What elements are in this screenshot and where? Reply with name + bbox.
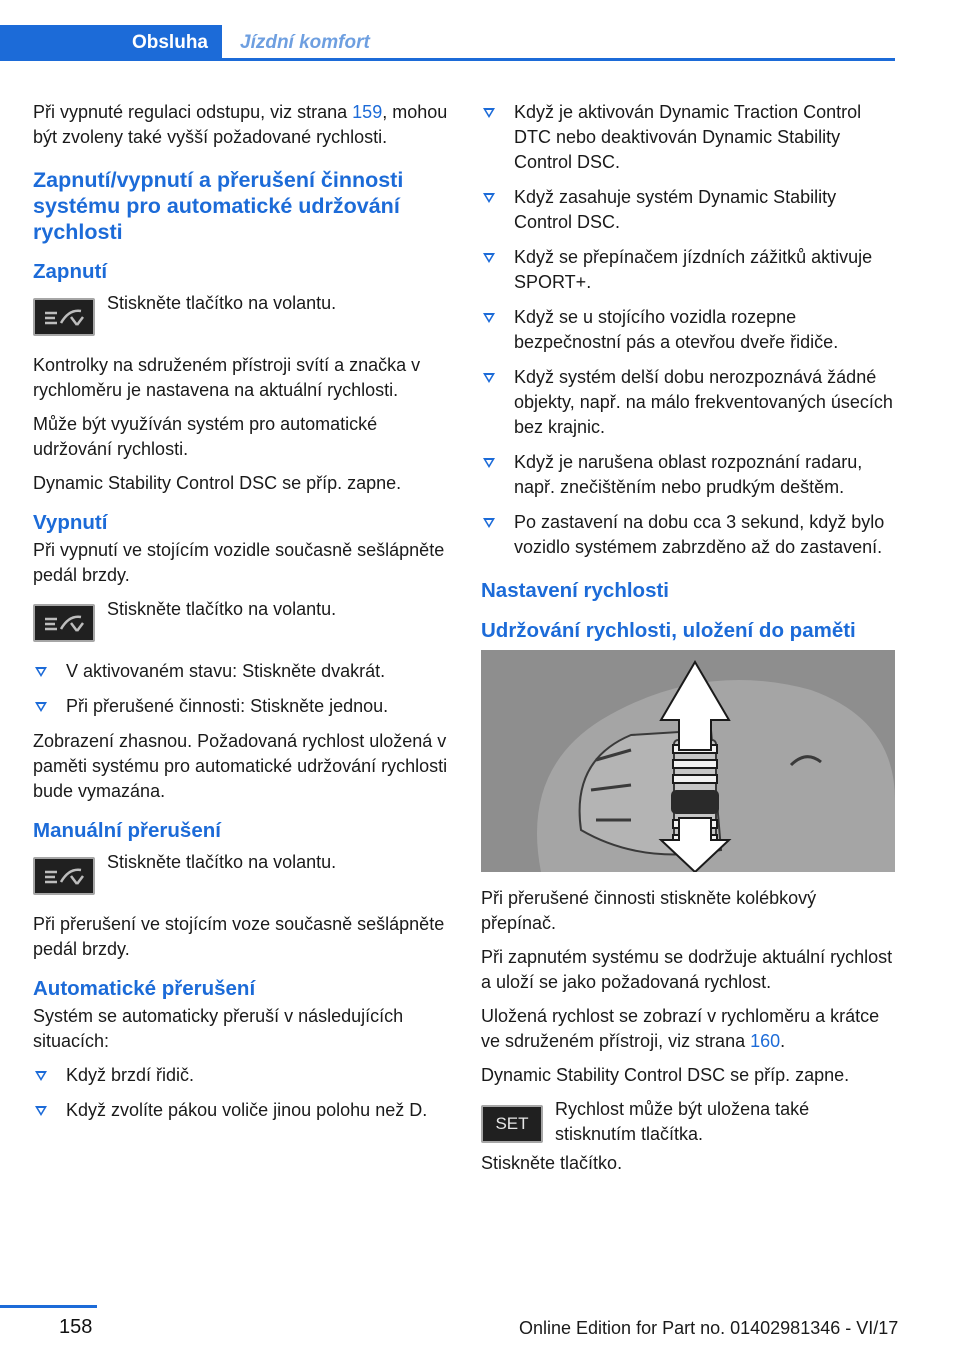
zapnuti-button-text: Stiskněte tlačítko na volantu.	[107, 293, 337, 313]
zapnuti-heading: Zapnutí	[33, 260, 108, 283]
triangle-bullet-icon	[483, 458, 495, 468]
nastaveni-heading: Nastavení rychlosti	[481, 579, 669, 602]
cruise-control-button-icon	[33, 857, 95, 895]
left-column	[33, 100, 448, 1133]
set-button-icon	[481, 1105, 543, 1143]
list-item: Když se u stojícího vozidla rozepne bezpečnostní pás a otevřou dveře řidiče.	[481, 305, 895, 355]
list-item: Když se přepínačem jízdních zážitků aktivuje SPORT+.	[481, 245, 895, 295]
vypnuti-button-row	[33, 597, 448, 645]
auto-list-continued	[481, 100, 895, 560]
cruise-control-button-icon	[33, 604, 95, 642]
triangle-bullet-icon	[483, 373, 495, 383]
auto-p1: Systém se automaticky přeruší v následujících situacích:	[33, 1006, 404, 1051]
list-item: Když brzdí řidič.	[33, 1063, 448, 1088]
triangle-bullet-icon	[483, 518, 495, 528]
page-number: 158	[59, 1316, 93, 1338]
triangle-bullet-icon	[35, 702, 47, 712]
triangle-bullet-icon	[483, 108, 495, 118]
manual-button-row	[33, 850, 448, 898]
list-item: Když zasahuje systém Dynamic Stability Control DSC.	[481, 185, 895, 235]
right-p4: Dynamic Stability Control DSC se příp. zapne.	[481, 1065, 850, 1085]
triangle-bullet-icon	[483, 313, 495, 323]
footer-accent-line	[0, 1305, 97, 1308]
tab-bar	[0, 25, 895, 61]
udrzovani-heading: Udržování rychlosti, uložení do paměti	[481, 619, 856, 642]
tab-underline	[0, 58, 895, 61]
set-button-row	[481, 1097, 895, 1147]
edition-note: Online Edition for Part no. 01402981346 - VI/17	[519, 1318, 899, 1338]
set-button-text: Rychlost může být uložena také stisknutím tlačítka.	[555, 1099, 810, 1144]
manual-p1: Při přerušení ve stojícím voze současně sešlápněte pedál brzdy.	[33, 914, 445, 959]
vypnuti-button-text: Stiskněte tlačítko na volantu.	[107, 599, 337, 619]
zapnuti-p3: Dynamic Stability Control DSC se příp. zapne.	[33, 473, 402, 493]
triangle-bullet-icon	[483, 193, 495, 203]
section-title: Zapnutí/vypnutí a přerušení činnosti systému pro automatické udržování rychlosti	[33, 168, 404, 244]
page-link-160[interactable]: 160	[750, 1031, 781, 1051]
zapnuti-button-row	[33, 291, 448, 339]
list-item: Po zastavení na dobu cca 3 sekund, když bylo vozidlo systémem zabrzděno až do zastavení.	[481, 510, 895, 560]
set-button-label: SET	[495, 1114, 529, 1133]
zapnuti-p1: Kontrolky na sdruženém přístroji svítí a značka v rychloměru je nastavena na aktuální rychlosti.	[33, 355, 421, 400]
tab-obsluha[interactable]: Obsluha	[0, 25, 222, 61]
right-p3: Uložená rychlost se zobrazí v rychloměru a krátce ve sdruženém přístroji, viz strana 160.	[481, 1006, 880, 1051]
vypnuti-p2: Zobrazení zhasnou. Požadovaná rychlost uložená v paměti systému pro automatické udržování rychlosti bude vymazána.	[33, 731, 448, 801]
right-p5: Stiskněte tlačítko.	[481, 1153, 623, 1173]
auto-list	[33, 1063, 448, 1123]
manual-heading: Manuální přerušení	[33, 819, 221, 842]
triangle-bullet-icon	[35, 1071, 47, 1081]
vypnuti-list	[33, 659, 448, 719]
auto-heading: Automatické přerušení	[33, 977, 256, 1000]
list-item: Při přerušené činnosti: Stiskněte jednou.	[33, 694, 448, 719]
list-item: V aktivovaném stavu: Stiskněte dvakrát.	[33, 659, 448, 684]
right-p2: Při zapnutém systému se dodržuje aktuální rychlost a uloží se jako požadovaná rychlost.	[481, 947, 893, 992]
right-p1: Při přerušené činnosti stiskněte kolébkový přepínač.	[481, 888, 817, 933]
triangle-bullet-icon	[483, 253, 495, 263]
manual-button-text: Stiskněte tlačítko na volantu.	[107, 852, 337, 872]
list-item: Když je narušena oblast rozpoznání radaru, např. znečištěním nebo prudkým deštěm.	[481, 450, 895, 500]
triangle-bullet-icon	[35, 1106, 47, 1116]
zapnuti-p2: Může být využíván systém pro automatické udržování rychlosti.	[33, 414, 378, 459]
vypnuti-p1: Při vypnutí ve stojícím vozidle současně sešlápněte pedál brzdy.	[33, 540, 445, 585]
page-link-159[interactable]: 159	[352, 102, 383, 122]
list-item: Když systém delší dobu nerozpoznává žádné objekty, např. na málo frekventovaných úsecích bez krajnic.	[481, 365, 895, 440]
tab-jizdni-komfort[interactable]: Jízdní komfort	[240, 32, 370, 53]
list-item: Když je aktivován Dynamic Traction Control DTC nebo deaktivován Dynamic Stability Control DSC.	[481, 100, 895, 175]
right-column	[481, 100, 895, 1185]
cruise-control-button-icon	[33, 298, 95, 336]
vypnuti-heading: Vypnutí	[33, 511, 108, 534]
list-item: Když zvolíte pákou voliče jinou polohu než D.	[33, 1098, 448, 1123]
steering-wheel-rocker-photo	[481, 650, 895, 872]
triangle-bullet-icon	[35, 667, 47, 677]
intro-paragraph: Při vypnuté regulaci odstupu, viz strana 159, mohou být zvoleny také vyšší požadované rychlosti.	[33, 102, 448, 147]
